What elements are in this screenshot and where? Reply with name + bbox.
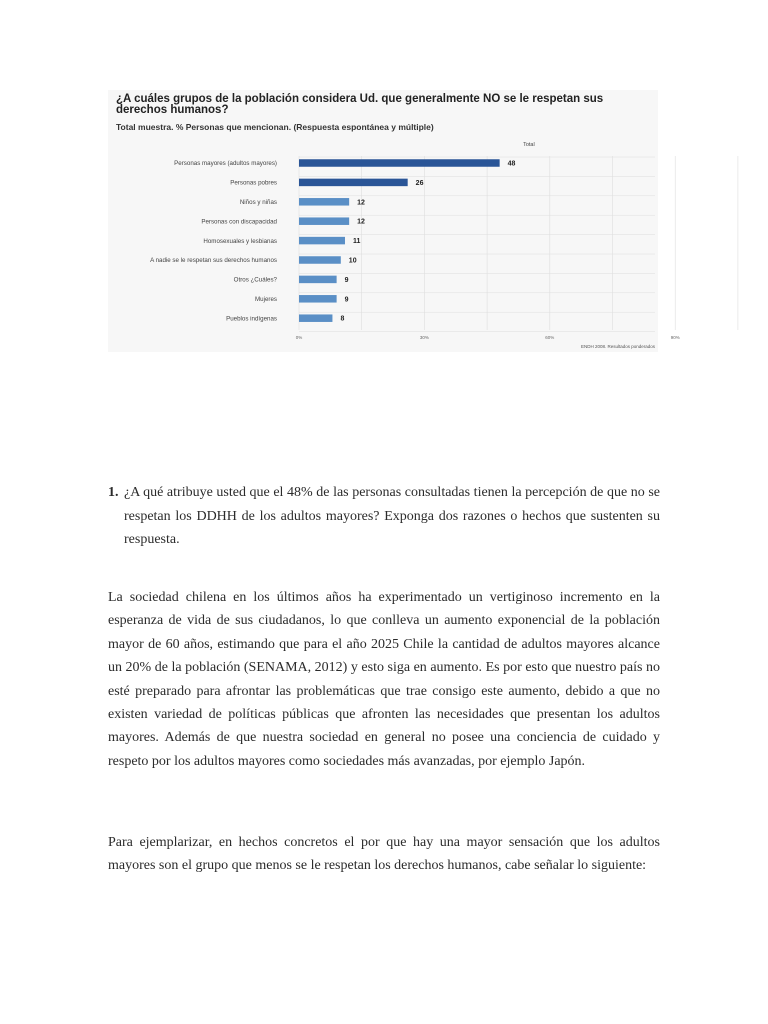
chart-title: ¿A cuáles grupos de la población considera Ud. que generalmente NO se le respetan sus derechos humanos? — [116, 93, 604, 116]
tick-label: 30% — [419, 335, 429, 340]
category-label: Homosexuales y lesbianas — [203, 237, 277, 245]
bar — [299, 256, 341, 264]
bar-chart-plot — [108, 90, 680, 352]
bar — [299, 159, 500, 167]
bar — [299, 276, 337, 284]
value-label: 10 — [348, 257, 357, 265]
question-text: ¿A qué atribuye usted que el 48% de las personas consultadas tienen la percepción de que no se respetan los DDHH de los adultos mayores? Exponga dos razones o hechos que sustenten su respuesta. — [124, 485, 660, 547]
answer-paragraph-2: Para ejemplarizar, en hechos concretos el por que hay una mayor sensación que los adultos mayores son el grupo que menos se le respetan los derechos humanos, cabe señalar lo siguiente: — [108, 835, 660, 874]
tick-label: 90% — [670, 335, 680, 340]
tick-label: 0% — [295, 335, 303, 340]
value-label: 8 — [340, 315, 345, 323]
category-label: Pueblos indígenas — [226, 315, 277, 323]
question-number: 1. — [108, 485, 119, 500]
category-label: Otros ¿Cuáles? — [233, 276, 277, 284]
category-label: Mujeres — [254, 296, 277, 303]
tick-label: 60% — [545, 335, 555, 340]
category-label: Personas mayores (adultos mayores) — [174, 160, 277, 168]
value-label: 9 — [344, 276, 349, 284]
value-label: 48 — [507, 160, 516, 168]
bar — [299, 217, 349, 225]
bar — [299, 179, 408, 187]
bar — [299, 314, 332, 322]
value-label: 12 — [357, 218, 365, 226]
value-label: 11 — [352, 238, 361, 246]
survey-chart — [108, 90, 680, 352]
bar — [299, 295, 337, 303]
answer-paragraph-1: La sociedad chilena en los últimos años ha experimentado un vertiginoso incremento en la esperanza de vida de sus ciudadanos, lo que conlleva un aumento exponencial de la población mayor de 60 años, estimando que para el año 2025 Chile la cantidad de adultos mayores alcance un 20% de la población (SENAMA, 2012) y esto siga en aumento. Es por esto que nuestro país no esté preparado para afrontar las problemáticas que trae consigo este aumento, debido a que no existen variedad de políticas públicas que afronten las necesidades que presentan los adultos mayores. Además de que nuestra sociedad en general no posee una conciencia de cuidado y respeto por los adultos mayores como sociedades más avanzadas, por ejemplo Japón. — [108, 590, 660, 769]
question-1 — [108, 481, 660, 552]
value-label: 9 — [344, 296, 349, 304]
bar — [299, 237, 345, 245]
chart-subtitle: Total muestra. % Personas que mencionan. (Respuesta espontánea y múltiple) — [116, 122, 434, 132]
value-label: 12 — [357, 199, 365, 207]
category-label: Niños y niñas — [239, 199, 277, 206]
source-note: ENDH 2008. Resultados ponderados — [580, 344, 655, 349]
category-label: Personas con discapacidad — [201, 218, 277, 226]
series-label: Total — [523, 142, 535, 148]
category-label: A nadie se le respetan sus derechos humanos — [150, 257, 277, 265]
category-label: Personas pobres — [230, 179, 277, 187]
bar — [299, 198, 349, 206]
value-label: 26 — [415, 179, 424, 187]
